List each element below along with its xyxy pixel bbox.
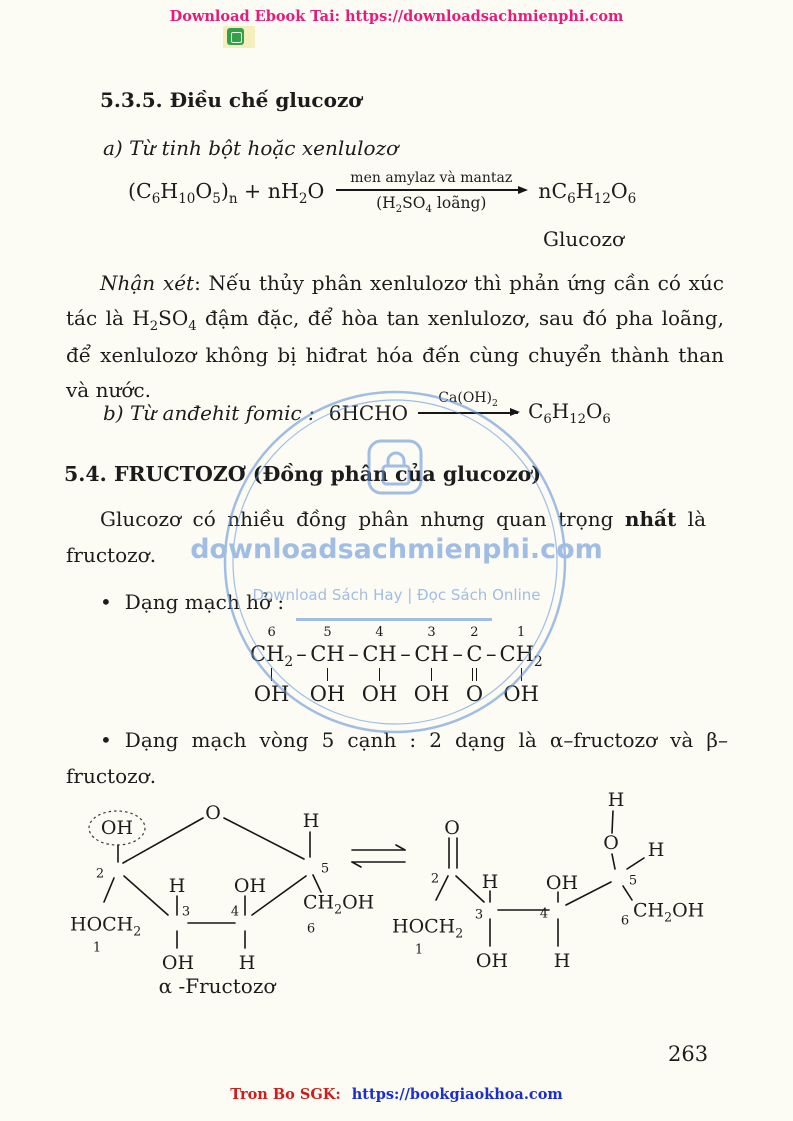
carbon-number: 6 [267,625,276,640]
alpha-fructose-caption: α -Fructozơ [158,974,276,998]
keto-hoch2-label: $HOCH_2$ [392,915,464,941]
ring-number-5: 5 [320,861,330,877]
note-body: : Nếu thủy phân xenlulozơ thì phản ứng cần có xúc tác là $H_2SO_4$ đậm đặc, để hòa tan xenlulozơ, sau đó pha loãng, để xenlulozơ không bị hiđrat hóa đến cùng chuyển thành than và nước. [66,271,724,403]
item-b-label: b) Từ anđehit fomic : [103,401,315,426]
reaction-arrow [418,390,518,437]
ring-ch2oh-label: $CH_2OH$ [303,891,375,917]
ring-number-6: 6 [306,921,316,937]
glucose-product-label: Glucozơ [543,227,625,251]
keto-ch2oh-label: $CH_2OH$ [633,899,705,925]
keto-number-2: 2 [430,871,440,887]
substituent: OH [413,682,450,706]
carbon-number: 3 [427,625,436,640]
watermark-tagline-text: Download Sách Hay | Đọc Sách Online [252,586,541,604]
section-5-4-heading: 5.4. FRUCTOZƠ (Đồng phân của glucozơ) [64,462,542,486]
fructose-intro-paragraph [66,502,706,573]
watermark-underline [296,618,492,621]
carbon-5-unit [310,624,346,708]
ring-number-1: 1 [92,940,102,956]
eq1-enzyme-label: men amylaz và mantaz [350,170,513,186]
ring-oh2-label: OH [100,817,134,839]
chain-bond: – [452,642,463,666]
para-part-2: là fructozơ. [66,507,706,567]
eq1-product-formula: $nC_6H_{12}O_6$ [538,178,637,207]
substituent: OH [361,682,398,706]
footer-line [0,1086,793,1103]
ring-oh3-label: OH [161,952,195,974]
carbon-4-unit [362,624,398,708]
carbon-group: CH [414,642,449,666]
open-chain-bullet [100,590,284,614]
arrow-line [336,189,526,191]
bullet-dot: • [100,590,112,614]
ring-h4-label: H [238,952,256,974]
ring-h3-label: H [168,875,186,897]
keto-oh3-label: OH [475,950,509,972]
keto-o5-label: O [603,832,619,854]
eq1-reactants: $(C_6H_{10}O_5)_n + nH_2O$ [128,178,325,207]
substituent: O [465,682,484,706]
carbon-number: 5 [323,625,332,640]
equation-formaldehyde [103,390,611,437]
carbon-group: $CH_2$ [499,642,543,671]
double-bond [472,667,477,682]
bullet-dot: • [100,728,112,752]
book-icon [227,28,244,45]
substituent: OH [253,682,290,706]
keto-carbonyl-o-label: O [444,817,460,839]
chain-bond: – [296,642,307,666]
equilibrium-arrows [352,845,405,867]
carbon-group: C [466,642,483,666]
footer-label: Tron Bo SGK: [230,1086,341,1103]
note-label: Nhận xét [100,271,195,295]
reaction-arrow [336,170,526,215]
eq1-acid-label: ($H_2SO_4$ loãng) [376,194,487,216]
arrow-line [418,412,518,414]
single-bond [271,667,272,682]
page-number: 263 [668,1042,709,1066]
carbon-group: CH [362,642,397,666]
ring-form-bullet-text: Dạng mạch vòng 5 cạnh : 2 dạng là α–fructozơ và β–fructozơ. [66,728,728,788]
carbon-2-unit [466,624,483,708]
eq2-product-formula: $C_6H_{12}O_6$ [528,399,611,428]
single-bond [521,667,522,682]
ring-number-3: 3 [181,904,191,920]
header-download-link[interactable]: Download Ebook Tai: https://downloadsachmienphi.com [169,8,624,25]
carbon-6-unit [250,624,293,708]
chain-bond: – [348,642,359,666]
note-paragraph [66,266,724,408]
keto-h3-label: H [481,871,499,893]
open-chain-structure [250,624,543,708]
para-part-1: Glucozơ có nhiều đồng phân nhưng quan trọng [100,507,625,531]
eq2-reactant: 6HCHO [328,401,409,426]
keto-number-5: 5 [628,873,638,889]
keto-h-top-label: H [607,789,625,811]
keto-number-4: 4 [539,906,549,922]
fructose-structures [0,778,793,1018]
ring-hoch2-label: $HOCH_2$ [70,913,142,939]
watermark-domain-text: downloadsachmienphi.com [190,534,603,565]
substituent: OH [309,682,346,706]
single-bond [431,667,432,682]
carbon-number: 2 [470,625,479,640]
open-chain-bullet-text: Dạng mạch hở : [124,590,285,614]
keto-number-1: 1 [414,942,424,958]
carbon-1-unit [500,624,543,708]
item-a-label: a) Từ tinh bột hoặc xenlulozơ [103,136,399,160]
ring-h5-label: H [302,810,320,832]
keto-oh4-label: OH [545,872,579,894]
ring-oh4-label: OH [233,875,267,897]
ring-number-4: 4 [230,904,240,920]
substituent: OH [503,682,539,706]
keto-number-6: 6 [620,913,630,929]
para-bold-word: nhất [624,507,677,531]
ring-number-2: 2 [95,866,105,882]
keto-h-side-label: H [647,839,665,861]
carbon-group: CH [310,642,345,666]
eq2-catalyst-label: $Ca(OH)_2$ [438,390,498,409]
chain-bond: – [486,642,497,666]
carbon-3-unit [414,624,450,708]
ring-oxygen-label: O [205,802,221,824]
chain-bond: – [400,642,411,666]
keto-h4-label: H [553,950,571,972]
section-5-3-5-heading: 5.3.5. Điều chế glucozơ [100,88,362,112]
eq2-condition-empty [462,417,474,437]
equation-starch-hydrolysis [128,170,636,215]
carbon-group: $CH_2$ [250,642,294,671]
structure-bond-drawing [0,778,793,1018]
carbon-number: 1 [517,625,526,640]
carbon-number: 4 [375,625,384,640]
single-bond [379,667,380,682]
footer-link[interactable]: https://bookgiaokhoa.com [351,1086,563,1103]
single-bond [327,667,328,682]
keto-number-3: 3 [474,907,484,923]
